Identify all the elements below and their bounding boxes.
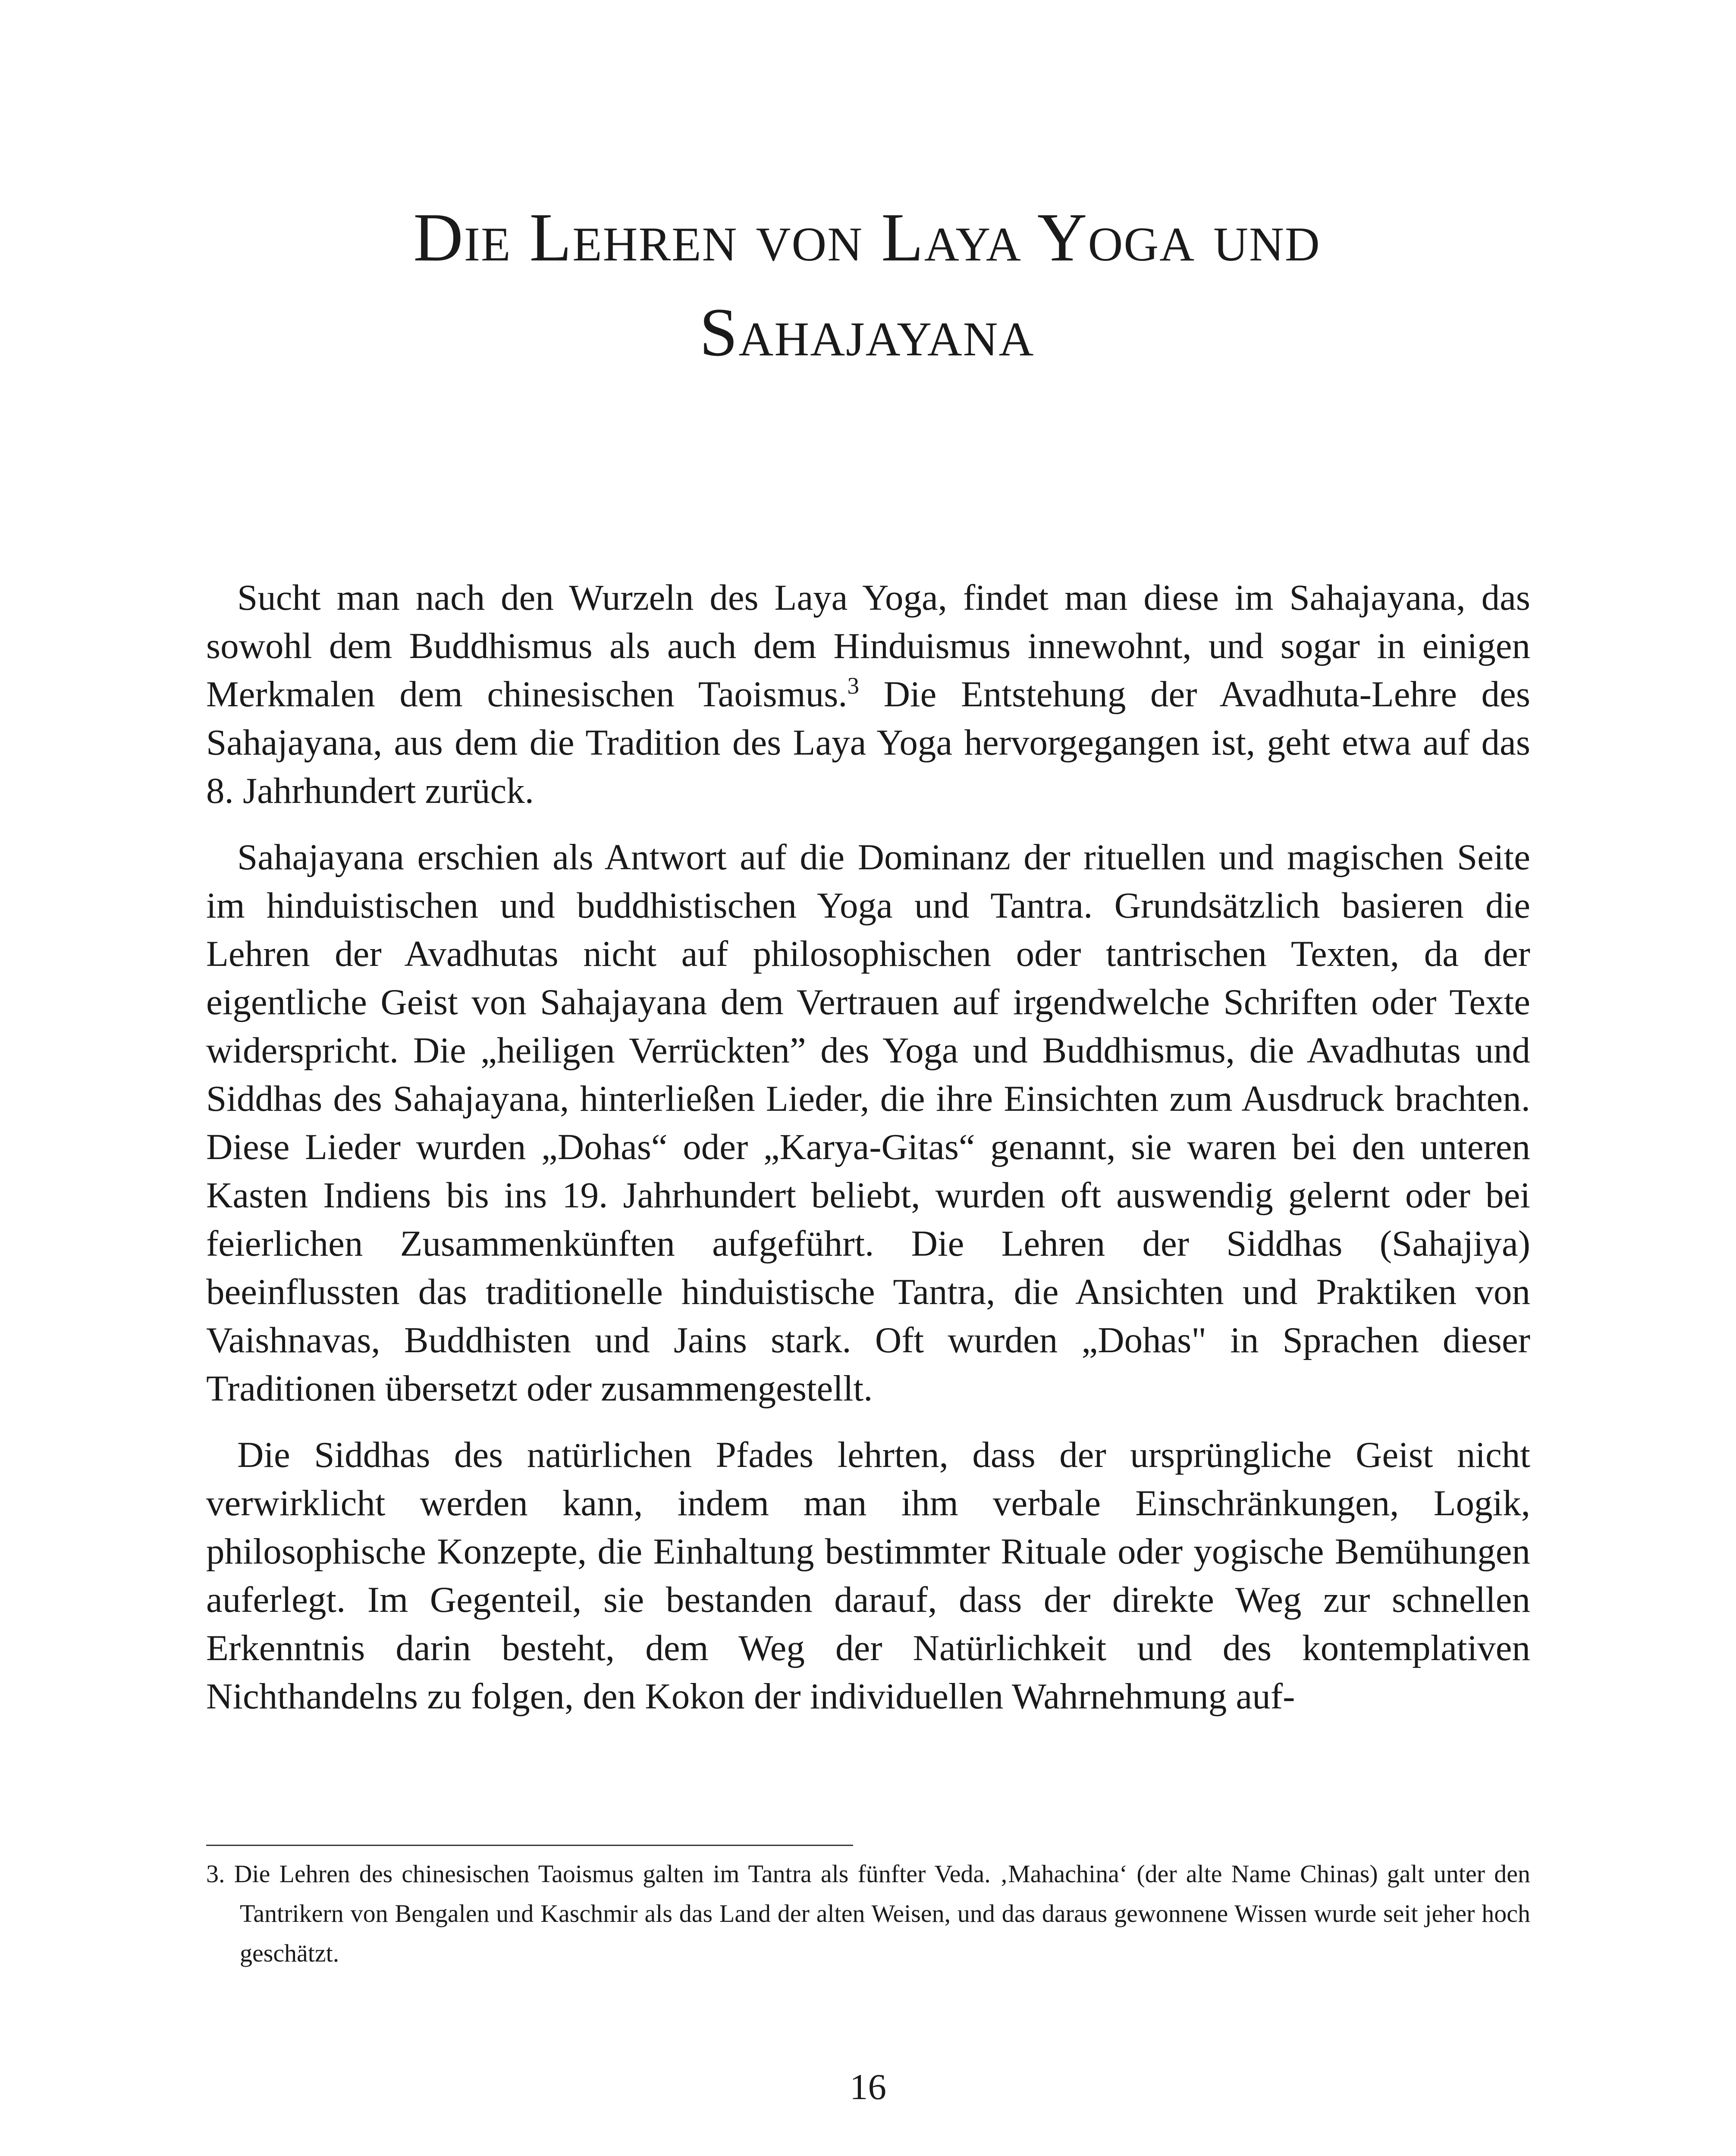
paragraph-1-text-b: Die Entstehung der Avadhuta-Lehre des Sahajayana, aus dem die Tradition des Laya Yoga hervorgegangen ist, geht etwa auf das 8. Jahrhundert zurück.	[206, 674, 1530, 811]
chapter-title-line-2: Sahajayana	[699, 294, 1035, 370]
footnote-3: 3. Die Lehren des chinesischen Taoismus galten im Tantra als fünfter Veda. ‚Mahachina‘ (der alte Name Chinas) galt unter den Tantrikern von Bengalen und Kaschmir als das Land der alten Weisen, und das daraus gewonnene Wissen wurde seit jeher hoch geschätzt.	[206, 1860, 1530, 1967]
paragraph-1-text-a: Sucht man nach den Wurzeln des Laya Yoga, findet man diese im Sahajayana, das sowohl dem Buddhismus als auch dem Hinduismus innewohnt, und sogar in einigen Merkmalen dem chinesischen Taoismus.	[206, 577, 1530, 714]
paragraph-3: Die Siddhas des natürlichen Pfades lehrten, dass der ursprüngliche Geist nicht verwirklicht werden kann, indem man ihm verbale Einschränkungen, Logik, philosophische Konzepte, die Einhaltung bestimmter Rituale oder yogische Bemühungen auferlegt. Im Gegenteil, sie bestanden darauf, dass der direkte Weg zur schnellen Erkenntnis darin besteht, dem Weg der Natürlichkeit und des kontemplativen Nichthandelns zu folgen, den Kokon der individuellen Wahrnehmung auf-	[206, 1435, 1530, 1717]
chapter-title-line-1: Die Lehren von Laya Yoga und	[413, 199, 1321, 276]
paragraph-2: Sahajayana erschien als Antwort auf die Dominanz der rituellen und magischen Seite im hinduistischen und buddhistischen Yoga und Tantra. Grundsätzlich basieren die Lehren der Avadhutas nicht auf philosophischen oder tantrischen Texten, da der eigentliche Geist von Sahajayana dem Vertrauen auf irgendwelche Schriften oder Texte widerspricht. Die „heiligen Verrückten” des Yoga und Buddhismus, die Avadhutas und Siddhas des Sahajayana, hinterließen Lieder, die ihre Einsichten zum Ausdruck brachten. Diese Lieder wurden „Dohas“ oder „Karya-Gitas“ genannt, sie waren bei den unteren Kasten Indiens bis ins 19. Jahrhundert beliebt, wurden oft auswendig gelernt oder bei feierlichen Zusammenkünften aufgeführt. Die Lehren der Siddhas (Sahajiya) beeinflussten das traditionelle hinduistische Tantra, die Ansichten und Praktiken von Vaishnavas, Buddhisten und Jains stark. Oft wurden „Dohas" in Sprachen dieser Traditionen übersetzt oder zusammengestellt.	[206, 837, 1530, 1409]
chapter-title	[207, 190, 1527, 379]
footnote-divider	[206, 1845, 853, 1846]
paragraph-1	[206, 573, 1530, 815]
body-text	[206, 573, 1530, 1739]
page-number: 16	[850, 2067, 886, 2107]
footnote-reference[interactable]: 3	[847, 672, 860, 699]
